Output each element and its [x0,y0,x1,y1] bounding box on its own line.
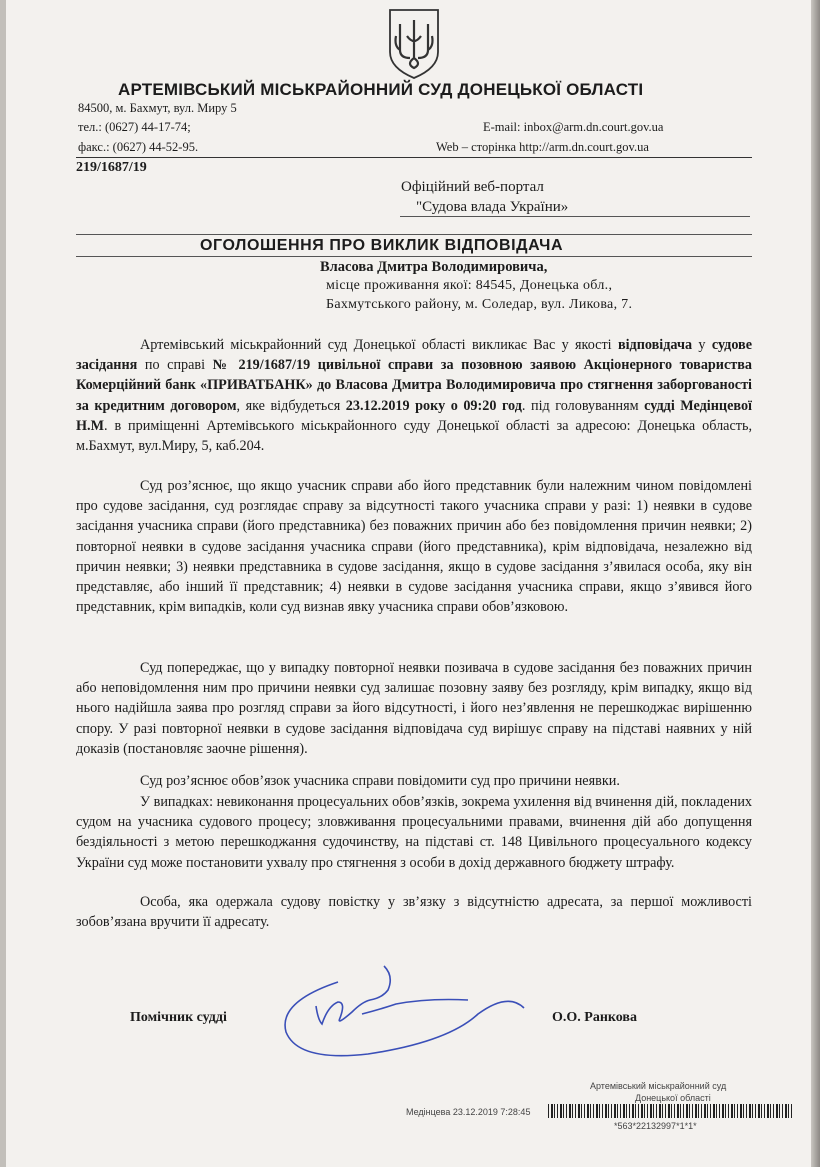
scan-edge-right [811,0,820,1167]
title-rule-top [76,234,752,235]
recipient-line-1: Офіційний веб-портал [401,179,544,195]
court-name: АРТЕМІВСЬКИЙ МІСЬКРАЙОННИЙ СУД ДОНЕЦЬКОЇ ОБЛАСТІ [118,80,644,99]
paragraph-warning: Суд попереджає, що у випадку повторної неявки позивача в судове засідання без поважних причин або неповідомлення ним про причини неявки суд залишає позовну заяву без розгляду, крім випадку, якщо від нього надійшла заява про розгляд справи за його відсутності, і його нез’явлення не перешкоджає вирішенню спору. У разі повторної неявки в судове засідання відповідача суд вирішує справу на підставі наявних у ній доказів (постановляє заочне рішення). [76,660,752,757]
notice-body [76,335,752,456]
stamp-court-line-1: Артемівський міськрайонний суд [590,1081,727,1091]
stamp-timestamp: Медінцева 23.12.2019 7:28:45 [406,1107,531,1117]
paragraph-absence-rules: Суд роз’яснює, що якщо учасник справи або його представник були належним чином повідомлені про судове засідання, суд розглядає справу за відсутності такого учасника справи у разі: 1) неявки в судове засідання учасника справи (його представника) без поважних причин або без повідомлення причин неявки; 2) повторної неявки в судове засідання учасника справи (його представника), крім відповідача, незалежно від причин неявки; 3) неявки представника в судове засідання, якщо в судове засідання з’явилася особа, яку він представляє, або інший її представник; 4) неявки в судове засідання учасника справи, якщо з’явився його представник, крім випадків, коли суд визнав явку учасника справи обов’язковою. [76,478,752,616]
recipient-line-2: "Судова влада України» [416,199,569,215]
addressee-name: Власова Дмитра Володимировича, [320,259,548,275]
header-divider [76,157,752,158]
paragraph-obligation: Суд роз’яснює обов’язок учасника справи повідомити суд про причини неявки. [140,773,620,789]
case-number: 219/1687/19 [76,160,147,175]
paragraph-delivery: Особа, яка одержала судову повістку у зв’язку з відсутністю адресата, за першої можливості зобов’язана вручити її адресату. [76,894,752,931]
court-fax: факс.: (0627) 44-52-95. [78,140,199,154]
court-email: E-mail: inbox@arm.dn.court.gov.ua [483,120,664,134]
signatory-name: О.О. Ранкова [552,1010,637,1025]
paragraph-summons: Артемівський міськрайонний суд Донецької області викликає Вас у якості відповідача у судове засідання по справі № 219/1687/19 цивільної справи за позовною заявою Акціонерного товариства Комерційний банк «ПРИВАТБАНК» до Власова Дмитра Володимировича про стягнення заборгованості за кредитним договором, яке відбудеться 23.12.2019 року о 09:20 год. під головуванням судді Медінцевої Н.М. в приміщенні Артемівського міськрайонного суду Донецької області за адресою: Донецька область, м.Бахмут, вул.Миру, 5, каб.204. [76,337,753,455]
recipient-underline [400,216,750,217]
handwritten-signature [278,962,528,1066]
notice-title: ОГОЛОШЕННЯ ПРО ВИКЛИК ВІДПОВІДАЧА [200,237,564,254]
barcode-text: *563*22132997*1*1* [614,1121,697,1131]
court-phone: тел.: (0627) 44-17-74; [78,120,191,134]
trident-coat-of-arms-icon [386,6,442,80]
signatory-role: Помічник судді [130,1010,227,1025]
paragraph-penalties: У випадках: невиконання процесуальних обов’язків, зокрема ухилення від вчинення дій, покладених судом на учасника судового процесу; зловживання процесуальними правами, вчинення дій або допущення бездіяльності з метою перешкоджання судочинству, на підставі ст. 148 Цивільного процесуального кодексу України суд може постановити ухвалу про стягнення з особи в дохід державного бюджету штрафу. [76,794,752,871]
barcode [548,1104,792,1118]
title-rule-bottom [76,256,752,257]
addressee-address-line-1: місце проживання якої: 84545, Донецька обл., [326,278,613,293]
court-website: Web – сторінка http://arm.dn.court.gov.ua [436,140,649,154]
stamp-court-line-2: Донецької області [635,1093,711,1103]
court-address: 84500, м. Бахмут, вул. Миру 5 [78,101,237,115]
addressee-address-line-2: Бахмутського району, м. Соледар, вул. Ликова, 7. [326,297,633,312]
